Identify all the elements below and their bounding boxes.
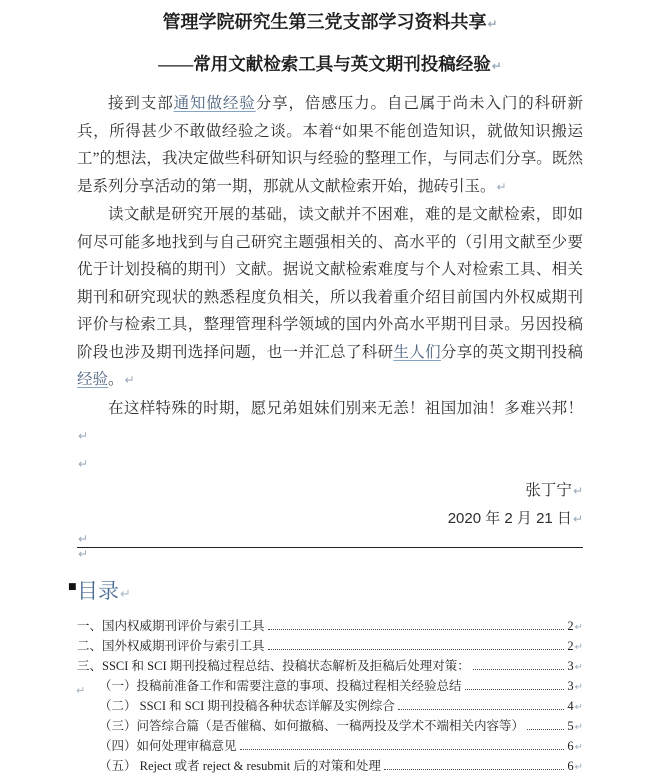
toc-page-number[interactable]: 6: [567, 758, 574, 773]
body-text-block: [77, 90, 583, 451]
toc-heading-text: 目录: [77, 578, 119, 603]
paragraph-mark-icon: ↵: [574, 621, 583, 633]
toc-page-number[interactable]: 3: [567, 658, 574, 673]
document-title: [77, 6, 583, 40]
document-title-text: 管理学院研究生第三党支部学习资料共享: [162, 12, 487, 32]
paragraph-mark-icon: ↵: [496, 179, 507, 194]
signature-date-text: 2020 年 2 月 21 日: [447, 509, 572, 527]
signature-name-text: 张丁宁: [525, 481, 572, 499]
paragraph-mark-icon: ↵: [574, 761, 583, 773]
toc-row[interactable]: [77, 717, 583, 737]
toc-dot-leader: [268, 649, 565, 650]
toc-page-number[interactable]: 3: [567, 678, 574, 693]
inserted-text-run: 经验: [77, 371, 109, 388]
paragraph-1-run: 分享，倍感压力。自己属于尚未入门的科研新兵，所得甚少不敢做经验之谈。本着“如果不能创造知识，就做知识搬运工”的想法，我决定做些科研知识与经验的整理工作，与同志们分享。既然是系列分享活动的第一期，那就从文献检索开始，抛砖引玉。: [77, 95, 583, 195]
paragraph-mark-icon: ↵: [124, 373, 135, 387]
paragraph-2: [77, 201, 583, 395]
paragraph-2-run: 分享的英文期刊投稿: [440, 343, 583, 361]
paragraph-2-run: 。: [108, 371, 124, 388]
paragraph-mark-icon: ↵: [574, 641, 583, 653]
toc-dot-leader: [268, 629, 565, 630]
paragraph-mark-icon: ↵: [491, 59, 502, 73]
toc-page-number[interactable]: 2: [567, 618, 574, 633]
paragraph-2-run: 读文献是研究开展的基础，读文献并不困难，难的是文献检索，即如何尽可能多地找到与自己研究主题强相关的、高水平的（引用文献至少要优于计划投稿的期刊）文献。据说文献检索难度与个人对检索工具、相关期刊和研究现状的熟悉程度负相关，所以我着重介绍目前国内外权威期刊评价与检索工具，整理管理科学领域的国内外高水平期刊目录。另因投稿阶段也涉及期刊选择问题，也一并汇总了科研: [77, 206, 583, 361]
paragraph-mark-icon: ↵: [572, 483, 583, 498]
paragraph-mark-icon: ↵: [120, 586, 131, 602]
paragraph-3: [77, 395, 583, 451]
paragraph-mark-icon: ↵: [78, 546, 89, 561]
document-subtitle: [77, 48, 583, 82]
toc-entry-label[interactable]: 一、国内权威期刊评价与索引工具: [77, 618, 265, 633]
paragraph-mark-icon: ↵: [574, 721, 583, 733]
paragraph-mark-icon: ↵: [574, 681, 583, 693]
paragraph-mark-icon: ↵: [487, 17, 498, 31]
paragraph-mark-icon: ↵: [574, 661, 583, 673]
signature-date: [77, 505, 583, 533]
toc-list: [77, 617, 583, 777]
paragraph-1-run: 接到支部: [108, 95, 174, 112]
paragraph-mark-icon: ↵: [572, 511, 583, 526]
paragraph-1: [77, 90, 583, 201]
toc-entry-label[interactable]: 二、国外权威期刊评价与索引工具: [77, 638, 265, 653]
toc-entry-label[interactable]: （二） SSCI 和 SCI 期刊投稿各种状态详解及实例综合: [99, 698, 395, 713]
empty-paragraph: [77, 548, 583, 562]
inserted-text-run: 生人们: [393, 343, 441, 361]
document-subtitle-text: ——常用文献检索工具与英文期刊投稿经验: [158, 54, 491, 74]
paragraph-mark-icon: ↵: [76, 684, 86, 697]
toc-dot-leader: [465, 689, 565, 690]
paragraph-mark-icon: ↵: [574, 701, 583, 713]
toc-heading: [68, 576, 583, 610]
toc-row[interactable]: [77, 677, 583, 697]
toc-dot-leader: [527, 729, 564, 730]
toc-page-number[interactable]: 4: [567, 698, 574, 713]
toc-entry-label[interactable]: （五） Reject 或者 reject & resubmit 后的对策和处理: [99, 758, 381, 773]
toc-entry-label[interactable]: （三）问答综合篇（是否催稿、如何撤稿、一稿两投及学术不端相关内容等）: [99, 718, 525, 733]
toc-row[interactable]: [77, 637, 583, 657]
toc-dot-leader: [473, 669, 565, 670]
paragraph-mark-icon: ↵: [78, 531, 89, 546]
toc-page-number[interactable]: 6: [567, 738, 574, 753]
toc-page-number[interactable]: 2: [567, 638, 574, 653]
inserted-text-run: 通知做经验: [173, 95, 256, 112]
toc-row[interactable]: [77, 737, 583, 757]
heading-block-marker-icon: ■: [68, 581, 77, 592]
paragraph-mark-icon: ↵: [78, 456, 89, 471]
empty-paragraph: [77, 451, 583, 477]
toc-entry-label[interactable]: （一）投稿前准备工作和需要注意的事项、投稿过程相关经验总结: [99, 678, 462, 693]
paragraph-mark-icon: ↵: [574, 741, 583, 753]
paragraph-3-run: 在这样特殊的时期，愿兄弟姐妹们别来无恙！祖国加油！多难兴邦！: [108, 399, 583, 417]
toc-row[interactable]: [77, 697, 583, 717]
toc-entry-label[interactable]: 三、SSCI 和 SCI 期刊投稿过程总结、投稿状态解析及拒稿后处理对策：: [77, 658, 470, 673]
toc-row[interactable]: [77, 617, 583, 637]
toc-dot-leader: [384, 769, 564, 770]
toc-dot-leader: [398, 709, 565, 710]
toc-dot-leader: [240, 749, 565, 750]
empty-paragraph: [77, 533, 583, 547]
signature-name: [77, 477, 583, 505]
toc-page-number[interactable]: 5: [567, 718, 574, 733]
paragraph-mark-icon: ↵: [78, 429, 89, 443]
toc-row[interactable]: [77, 757, 583, 777]
toc-entry-label[interactable]: （四）如何处理审稿意见: [99, 738, 237, 753]
toc-row[interactable]: [77, 657, 583, 677]
